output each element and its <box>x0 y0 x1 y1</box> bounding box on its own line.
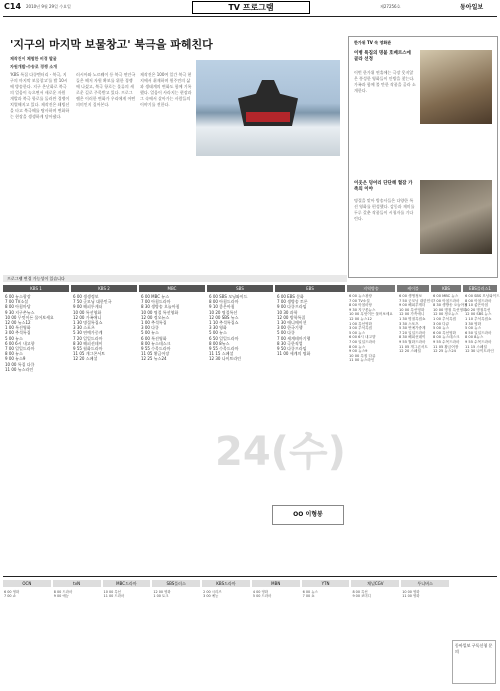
list-item: 10 00 명절 특선영화 <box>433 307 467 312</box>
issue-date: 2010년 9월 29일 수요일 <box>26 4 71 9</box>
list-item: 11 05 개그콘서트 <box>399 344 428 349</box>
list-item: 10 00 특선영화 <box>399 307 425 312</box>
list-item: 12 20 스페셜 <box>399 349 421 354</box>
lower-channel-header: 투니버스 <box>401 580 449 587</box>
list-item: 8 00 뉴스데스크 <box>433 335 460 340</box>
lower-channel-list <box>54 590 100 686</box>
program-row: 11 00 뉴스라인 <box>5 366 34 372</box>
lower-program-row: 11 00 드라마 <box>103 594 125 599</box>
list-item: 9 55 수목드라마 <box>465 339 492 344</box>
program-row: 10 00 특선영화 <box>73 309 102 315</box>
list-item: 1 10 추석특집쇼 <box>465 316 492 321</box>
program-row: 7 00 일일드라마 <box>5 346 35 352</box>
lower-channel-list <box>104 590 150 686</box>
sidebar-text-1: 이번 한가위 연휴에는 극장 못지않은 풍성한 영화들이 안방을 찾는다. 가족과 함께 볼 만한 작품을 골라 소개한다. <box>354 70 416 93</box>
lower-program-row: 8 00 특선 <box>352 590 368 594</box>
lower-program-row: 6 00 영화 <box>4 590 20 594</box>
program-row: 11 00 세계의 명화 <box>277 351 311 357</box>
lower-channel-header: MBN <box>252 580 300 587</box>
lower-channel-header: MBC드라마 <box>103 580 151 587</box>
list-item: 12 30 나이트라인 <box>465 349 494 354</box>
lower-channel-header: 채널CGV <box>351 580 399 587</box>
sidebar-title: 한가위 TV 속 영화관 <box>354 40 392 45</box>
program-row: 12 00 정오뉴스 <box>141 314 170 320</box>
program-row: 6 00 EBS 문화 <box>277 294 304 299</box>
program-row: 10 20 명절특선 <box>209 309 238 315</box>
list-item: 9 10 좋은아침 <box>465 303 489 308</box>
program-row: 3 00 추석특집 <box>5 330 31 336</box>
program-row: 7 20 일일드라마 <box>73 335 103 341</box>
lower-program-row: 9 00 코미디 <box>352 594 371 599</box>
lower-program-row: 8 00 드라마 <box>53 590 73 594</box>
list-item: 12 00 가족애니 <box>399 312 425 317</box>
lower-channel-header: tvN <box>53 580 101 587</box>
program-row: 7 00 생방송 토론 <box>277 299 308 305</box>
program-row: 10 00 무엇이든 물어보세요 <box>5 314 54 320</box>
list-item: 3 00 다큐 <box>433 321 450 326</box>
program-row: 8 00 아침마당 <box>5 304 31 310</box>
schedule-notice: 프로그램 변경 가능성이 있습니다 <box>3 275 347 282</box>
list-item: 10 20 명절특선 <box>465 307 491 312</box>
ad-box: OO 이형봉 <box>272 505 344 525</box>
lower-program-row: 7 00 쇼 <box>302 594 315 599</box>
lower-channel-header: KBS드라마 <box>202 580 250 587</box>
lower-channel-header: SBS플러스 <box>152 580 200 587</box>
program-row: 11 05 개그콘서트 <box>73 351 106 357</box>
program-row: 6 00 6시 내고향 <box>5 340 35 346</box>
list-item: 3 30 영화 <box>465 321 482 326</box>
program-row: 9 50 다큐프라임 <box>277 346 307 352</box>
list-item: 3 30 스포츠 <box>399 321 419 326</box>
list-item: 6 00 MBC 뉴스 <box>433 294 459 298</box>
list-item: 5 00 뉴스 <box>433 326 450 331</box>
list-item: 9 55 월화드라마 <box>399 339 426 344</box>
channel-header-ebs: EBS <box>275 285 345 292</box>
list-item: 7 20 일일드라마 <box>399 330 426 335</box>
list-item: 8 00 아침드라마 <box>465 298 492 303</box>
sidebar-sub-1: 이병 특집의 명불 호베르스에 골라 선정 <box>354 51 411 62</box>
list-ebsplus <box>465 294 500 574</box>
program-row: 5 00 뉴스 <box>209 330 227 336</box>
date-watermark: 24(수) <box>215 429 346 475</box>
list-item: 5 30 연예가중계 <box>399 326 426 331</box>
list-item: 11 05 황금어장 <box>433 344 459 349</box>
program-row: 6 00 SBS 모닝와이드 <box>209 294 248 299</box>
lead-kicker-1: 제작진이 체험한 비경 발굴 <box>10 56 57 61</box>
sidebar-text-2: 명절을 맞아 방송사들은 다양한 특선 영화를 편성했다. 감동과 재미를 두루 갖춘 작품들이 시청자를 기다린다. <box>354 198 415 221</box>
program-row: 12 00 가족애니 <box>73 314 102 320</box>
list-item: 1 00 추석특집 <box>433 316 457 321</box>
ship-hull-icon <box>246 112 290 122</box>
lower-channel-list <box>303 590 349 686</box>
sidebar-sub-2: 이웃은 덩어리 단단해 혈잠 가족의 이야 <box>354 181 413 192</box>
list-item: 8 00 아침마당 <box>349 303 373 308</box>
channel-header-sbs: SBS <box>207 285 273 292</box>
program-row: 6 00 MBC 뉴스 <box>141 294 170 299</box>
lower-rule <box>3 576 497 577</box>
lower-program-row: 7 00 쇼 <box>4 594 16 599</box>
lower-program-row: 2 00 시리즈 <box>203 590 222 594</box>
list-item: 8 00 8뉴스 <box>465 335 484 340</box>
grid-col-kbs1 <box>5 294 67 574</box>
program-row: 12 00 SBS 뉴스 <box>209 314 239 320</box>
list-item: 6 00 특선영화 <box>433 330 457 335</box>
program-row: 7 00 세계테마기행 <box>277 335 311 341</box>
program-row: 3 00 한국기행 <box>277 325 303 331</box>
sidebar-photo-1 <box>420 50 492 124</box>
lower-program-row: 4 00 영화 <box>252 590 269 594</box>
list-item: 9 55 수목드라마 <box>433 339 460 344</box>
paper-name: 동아일보 <box>460 4 484 11</box>
program-row: 8 00 아침드라마 <box>209 299 239 305</box>
program-row: 5 00 다큐 <box>277 330 295 336</box>
list-item: 11 00 뉴스라인 <box>349 358 375 363</box>
list-item: 5 00 뉴스 <box>465 326 482 331</box>
list-kbs-cable <box>433 294 468 574</box>
list-item: 1 30 명절특집쇼 <box>399 316 426 321</box>
program-row: 6 00 생생정보 <box>73 294 99 299</box>
lower-channel-list <box>203 590 249 686</box>
program-row: 10 00 명절 특선영화 <box>141 309 179 315</box>
program-row: 7 50 굿모닝 대한민국 <box>73 299 112 305</box>
program-row: 8 00 8뉴스 <box>209 340 230 346</box>
program-row: 8 30 생방송 오늘아침 <box>141 304 180 310</box>
header-rule <box>3 16 497 17</box>
lower-program-row: 5 00 드라마 <box>252 594 272 599</box>
program-row: 12 30 나이트라인 <box>209 356 242 362</box>
list-item: 7 00 일일드라마 <box>349 339 376 344</box>
list-item: 5 00 뉴스 <box>349 330 366 335</box>
lower-program-row: 12 00 영화 <box>153 590 171 594</box>
list-item: 8 30 생방송 오늘아침 <box>433 303 468 308</box>
channel-header-kbs-cable: KBS <box>431 285 461 292</box>
lower-channel-header: OCN <box>3 580 51 587</box>
program-row: 9 55 수목드라마 <box>141 346 171 352</box>
channel-header-mbc: MBC <box>139 285 205 292</box>
lower-program-row: 1 00 토크 <box>153 594 169 599</box>
program-row: 11 15 스페셜 <box>209 351 234 357</box>
program-row: 9 00 해피투게더 <box>73 304 103 310</box>
section-title: TV 프로그램 <box>192 1 310 14</box>
lower-program-row: 10 00 영화 <box>402 590 420 594</box>
list-item: 6 00 뉴스광장 <box>349 294 373 298</box>
program-row: 8 00 뉴스 <box>5 351 23 357</box>
list-item: 10 00 무엇이든 물어보세요 <box>349 312 393 317</box>
program-row: 12 00 뉴스12 <box>5 320 31 326</box>
channel-header-local: 지역방송 <box>347 285 395 292</box>
program-row: 6 00 뉴스광장 <box>5 294 31 299</box>
program-row: 12 00 방학특집 <box>277 314 306 320</box>
program-row: 3 30 영화 <box>209 325 227 331</box>
lead-body-left: 'KBS 특집 다큐멘터리 - 북극, 지구의 마지막 보물창고'를 밤 10시에 방송한다. 지구 온난화로 북극의 얼음이 녹으면서 새로운 자원 개발과 북극 항로를 둘러싼 경쟁이 치열해지고 있다. 제작진은 쇄빙선을 타고 북극해를 탐사하며 변화하는 현장을 생생하게 담아냈다. <box>10 72 70 119</box>
list-item: 7 00 아침드라마 <box>433 298 460 303</box>
lower-channel-list <box>4 590 50 686</box>
list-item: 8 30 해피선데이 <box>399 335 426 340</box>
lower-channel-list <box>352 590 398 686</box>
lead-body-right: 제작진은 100여 일간 북극 현지에서 취재하며 원주민의 삶과 생태계의 변화도 함께 기록했다. 얼음이 사라지는 현장과 그 속에서 살아가는 사람들의 이야기를 전한다. <box>140 72 192 107</box>
list-item: 12 25 뉴스24 <box>433 349 456 354</box>
channel-header-kbs2: KBS 2 <box>71 285 137 292</box>
list-item: 3 00 추석특집 <box>349 326 373 331</box>
program-row: 9 10 좋은아침 <box>209 304 235 310</box>
lower-program-row: 11 00 영화 <box>402 594 420 599</box>
program-row: 5 00 뉴스 <box>141 330 159 336</box>
sidebar-photo-2 <box>420 180 492 254</box>
page-number: C14 <box>4 2 22 11</box>
program-row: 11 05 황금어장 <box>141 351 170 357</box>
list-item: 10 00 특집 다큐 <box>349 353 376 358</box>
lead-kicker-2: 자원개발-수송로 경쟁 소개 <box>10 64 57 69</box>
program-row: 1 00 추석특집 <box>141 320 167 326</box>
list-item: 12 00 뉴스12 <box>349 316 372 321</box>
list-item: 11 15 스페셜 <box>465 344 487 349</box>
program-row: 9 55 월화드라마 <box>73 346 103 352</box>
lower-channel-header: YTN <box>302 580 350 587</box>
program-row: 8 00 뉴스데스크 <box>141 340 171 346</box>
program-row: 1 00 특선영화 <box>5 325 31 331</box>
program-row: 1 10 추석특집쇼 <box>209 320 239 326</box>
list-item: 1 00 특선영화 <box>349 321 373 326</box>
program-row: 5 00 뉴스 <box>5 335 23 341</box>
program-row: 10 30 과학 <box>277 309 298 315</box>
edition-number: 제27256호 <box>380 4 401 9</box>
lower-program-row: 10 00 특선 <box>103 590 121 594</box>
lower-program-row: 9 00 예능 <box>53 594 69 599</box>
lead-headline: '지구의 마지막 보물창고' 북극을 파헤친다 <box>10 38 213 51</box>
list-item: 8 00 뉴스 <box>349 344 366 349</box>
grid-col-kbs2 <box>73 294 135 574</box>
list-item: 7 00 TV소설 <box>349 298 370 303</box>
lower-program-row: 3 00 예능 <box>203 594 219 599</box>
list-item: 12 00 SBS 뉴스 <box>465 312 492 317</box>
lower-channel-list <box>402 590 448 686</box>
list-item: 6 00 생생정보 <box>399 294 423 298</box>
program-row: 1 30 애니메이션 <box>277 320 307 326</box>
program-row: 3 00 다큐 <box>141 325 159 331</box>
program-row: 7 00 아침드라마 <box>141 299 171 305</box>
program-row: 12 25 뉴스24 <box>141 356 167 362</box>
program-row: 5 30 연예가중계 <box>73 330 103 336</box>
program-row: 9 30 지구촌뉴스 <box>5 309 35 315</box>
list-item: 9 00 뉴스9 <box>349 349 368 354</box>
program-row: 7 00 TV소설 <box>5 299 29 305</box>
program-row: 6 00 특선영화 <box>141 335 167 341</box>
list-item: 9 00 해피투게더 <box>399 303 426 308</box>
channel-header-kbs1: KBS 1 <box>3 285 69 292</box>
program-row: 8 30 해피선데이 <box>73 340 103 346</box>
program-row: 9 00 다큐프라임 <box>277 304 307 310</box>
program-row: 1 30 명절특집쇼 <box>73 320 103 326</box>
lead-body-mid: 러시아와 노르웨이 등 북극 연안국들은 해저 자원 확보를 위한 경쟁에 나섰고, 북극 항로는 물류의 새로운 길로 주목받고 있다. 프로그램은 이러한 변화가 우리에게 어떤 의미인지 짚어본다. <box>76 72 136 107</box>
list-item: 7 50 굿모닝 대한민국 <box>399 298 434 303</box>
program-row: 10 00 특집 다큐 <box>5 361 35 367</box>
bottom-ad: 동아일보 구독신청 문의 <box>452 640 496 684</box>
program-row: 12 20 스페셜 <box>73 356 98 362</box>
list-item: 6 00 SBS 모닝와이드 <box>465 294 500 298</box>
program-row: 6 50 일일드라마 <box>209 335 239 341</box>
lower-channel-list <box>253 590 299 686</box>
program-row: 3 30 스포츠 <box>73 325 95 331</box>
channel-header-ebsplus: EBS플러스1 <box>463 285 497 292</box>
program-row: 9 00 뉴스9 <box>5 356 26 362</box>
list-item: 12 00 정오뉴스 <box>433 312 459 317</box>
list-item: 6 00 6시 내고향 <box>349 335 376 340</box>
program-row: 9 55 수목드라마 <box>209 346 239 352</box>
program-row: 8 30 극한직업 <box>277 340 303 346</box>
list-local <box>349 294 395 574</box>
channel-header-cable: 케이블 <box>397 285 429 292</box>
list-cable <box>399 294 434 574</box>
lower-channel-list <box>153 590 199 686</box>
grid-col-mbc <box>141 294 203 574</box>
lower-program-row: 6 00 뉴스 <box>302 590 318 594</box>
list-item: 9 30 지구촌뉴스 <box>349 307 376 312</box>
list-item: 6 50 일일드라마 <box>465 330 492 335</box>
